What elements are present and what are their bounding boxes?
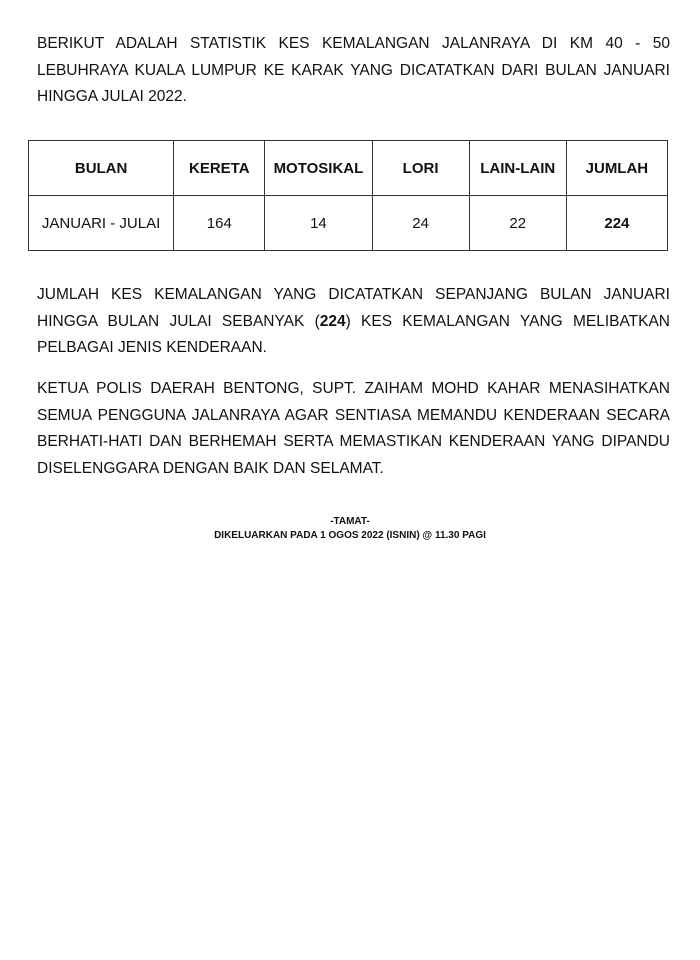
header-kereta: KERETA — [174, 141, 265, 196]
header-bulan: BULAN — [29, 141, 174, 196]
end-mark: -TAMAT- — [330, 516, 370, 527]
cell-motosikal: 14 — [265, 196, 372, 251]
advice-line: DISELENGGARA DENGAN BAIK DAN SELAMAT. — [37, 459, 384, 477]
cell-bulan: JANUARI - JULAI — [29, 196, 174, 251]
header-lain-lain: LAIN-LAIN — [469, 141, 566, 196]
summary-text: ) KES KEMALANGAN YANG MELIBATKAN — [345, 312, 670, 330]
header-jumlah: JUMLAH — [566, 141, 667, 196]
advice-line: SEMUA PENGGUNA JALANRAYA AGAR SENTIASA MEMANDU KENDERAAN SECARA — [37, 406, 670, 424]
table-row — [29, 196, 668, 251]
summary-line: PELBAGAI JENIS KENDERAAN. — [37, 339, 267, 356]
accident-statistics-table — [28, 140, 668, 251]
intro-line: LEBUHRAYA KUALA LUMPUR KE KARAK YANG DICATATKAN DARI BULAN JANUARI — [37, 61, 670, 79]
header-lori: LORI — [372, 141, 469, 196]
summary-line: JUMLAH KES KEMALANGAN YANG DICATATKAN SEPANJANG BULAN JANUARI — [37, 286, 670, 303]
cell-kereta: 164 — [174, 196, 265, 251]
summary-paragraph — [37, 282, 670, 362]
header-motosikal: MOTOSIKAL — [265, 141, 372, 196]
intro-paragraph — [37, 31, 670, 111]
intro-line: BERIKUT ADALAH STATISTIK KES KEMALANGAN JALANRAYA DI KM 40 - 50 — [37, 35, 670, 52]
issued-date: DIKELUARKAN PADA 1 OGOS 2022 (ISNIN) @ 11.30 PAGI — [214, 530, 486, 541]
summary-line — [37, 309, 670, 336]
cell-lain-lain: 22 — [469, 196, 566, 251]
cell-lori: 24 — [372, 196, 469, 251]
table-header-row — [29, 141, 668, 196]
advice-line: KETUA POLIS DAERAH BENTONG, SUPT. ZAIHAM MOHD KAHAR MENASIHATKAN — [37, 380, 670, 397]
advice-line: BERHATI-HATI DAN BERHEMAH SERTA MEMASTIKAN KENDERAAN YANG DIPANDU — [37, 433, 670, 450]
total-cases-value: 224 — [319, 312, 346, 330]
cell-jumlah: 224 — [566, 196, 667, 251]
summary-text: HINGGA BULAN JULAI SEBANYAK ( — [37, 312, 320, 330]
intro-line: HINGGA JULAI 2022. — [37, 88, 187, 105]
advice-paragraph — [37, 376, 670, 482]
